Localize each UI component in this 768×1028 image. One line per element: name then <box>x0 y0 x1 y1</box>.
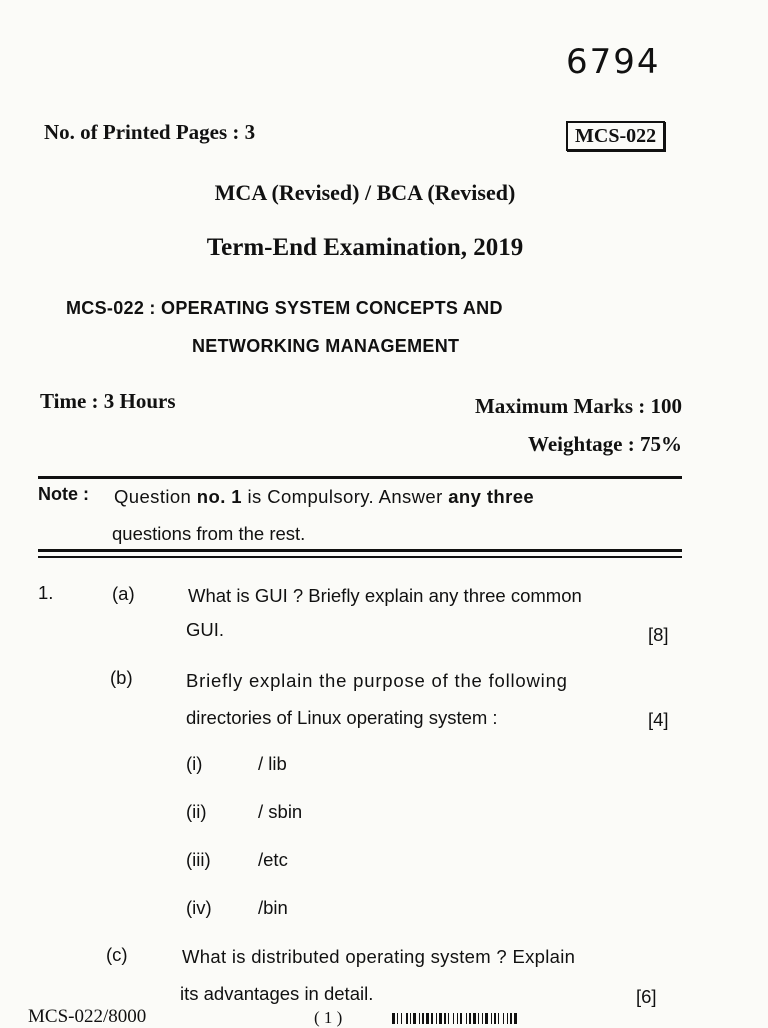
sub-item-text: / sbin <box>258 801 303 822</box>
paper-code-number: 6794 <box>566 42 661 82</box>
question-marks: [4] <box>648 709 669 730</box>
sub-item-label: (i) <box>186 753 203 774</box>
divider-top <box>38 476 682 479</box>
exam-time: Time : 3 Hours <box>40 389 176 413</box>
divider-double-lower <box>38 556 682 558</box>
question-part-label: (c) <box>106 944 128 965</box>
weightage: Weightage : 75% <box>528 432 682 456</box>
note-text-line1: Question no. 1 is Compulsory. Answer any three <box>114 486 535 507</box>
question-part-label: (b) <box>110 667 133 688</box>
barcode <box>392 1013 670 1024</box>
subject-title-line2: NETWORKING MANAGEMENT <box>192 336 460 356</box>
sub-item-label: (iv) <box>186 897 212 918</box>
question-text: GUI. <box>186 619 225 640</box>
question-text: What is distributed operating system ? Explain <box>182 946 576 967</box>
programme-title: MCA (Revised) / BCA (Revised) <box>214 180 516 205</box>
question-text: Briefly explain the purpose of the following <box>186 670 568 691</box>
question-number: 1. <box>38 582 54 603</box>
maximum-marks: Maximum Marks : 100 <box>474 394 682 418</box>
divider-double-upper <box>38 549 682 552</box>
sub-item-text: /bin <box>258 897 288 918</box>
footer-paper-code: MCS-022/8000 <box>28 1006 147 1027</box>
note-label: Note : <box>38 484 89 504</box>
question-part-label: (a) <box>112 583 135 604</box>
sub-item-text: / lib <box>258 753 287 774</box>
printed-pages: No. of Printed Pages : 3 <box>44 120 256 144</box>
question-text: What is GUI ? Briefly explain any three common <box>188 585 582 606</box>
note-text-line2: questions from the rest. <box>112 523 306 544</box>
sub-item-label: (iii) <box>186 849 211 870</box>
sub-item-text: /etc <box>258 849 288 870</box>
subject-title-line1: MCS-022 : OPERATING SYSTEM CONCEPTS AND <box>66 298 503 318</box>
exam-title: Term-End Examination, 2019 <box>206 234 524 261</box>
sub-item-label: (ii) <box>186 801 207 822</box>
question-marks: [8] <box>648 624 669 645</box>
question-text: its advantages in detail. <box>180 983 374 1004</box>
course-code-box: MCS-022 <box>566 121 665 151</box>
question-text: directories of Linux operating system : <box>186 707 498 728</box>
question-marks: [6] <box>636 986 657 1007</box>
page-number: ( 1 ) <box>314 1008 343 1027</box>
